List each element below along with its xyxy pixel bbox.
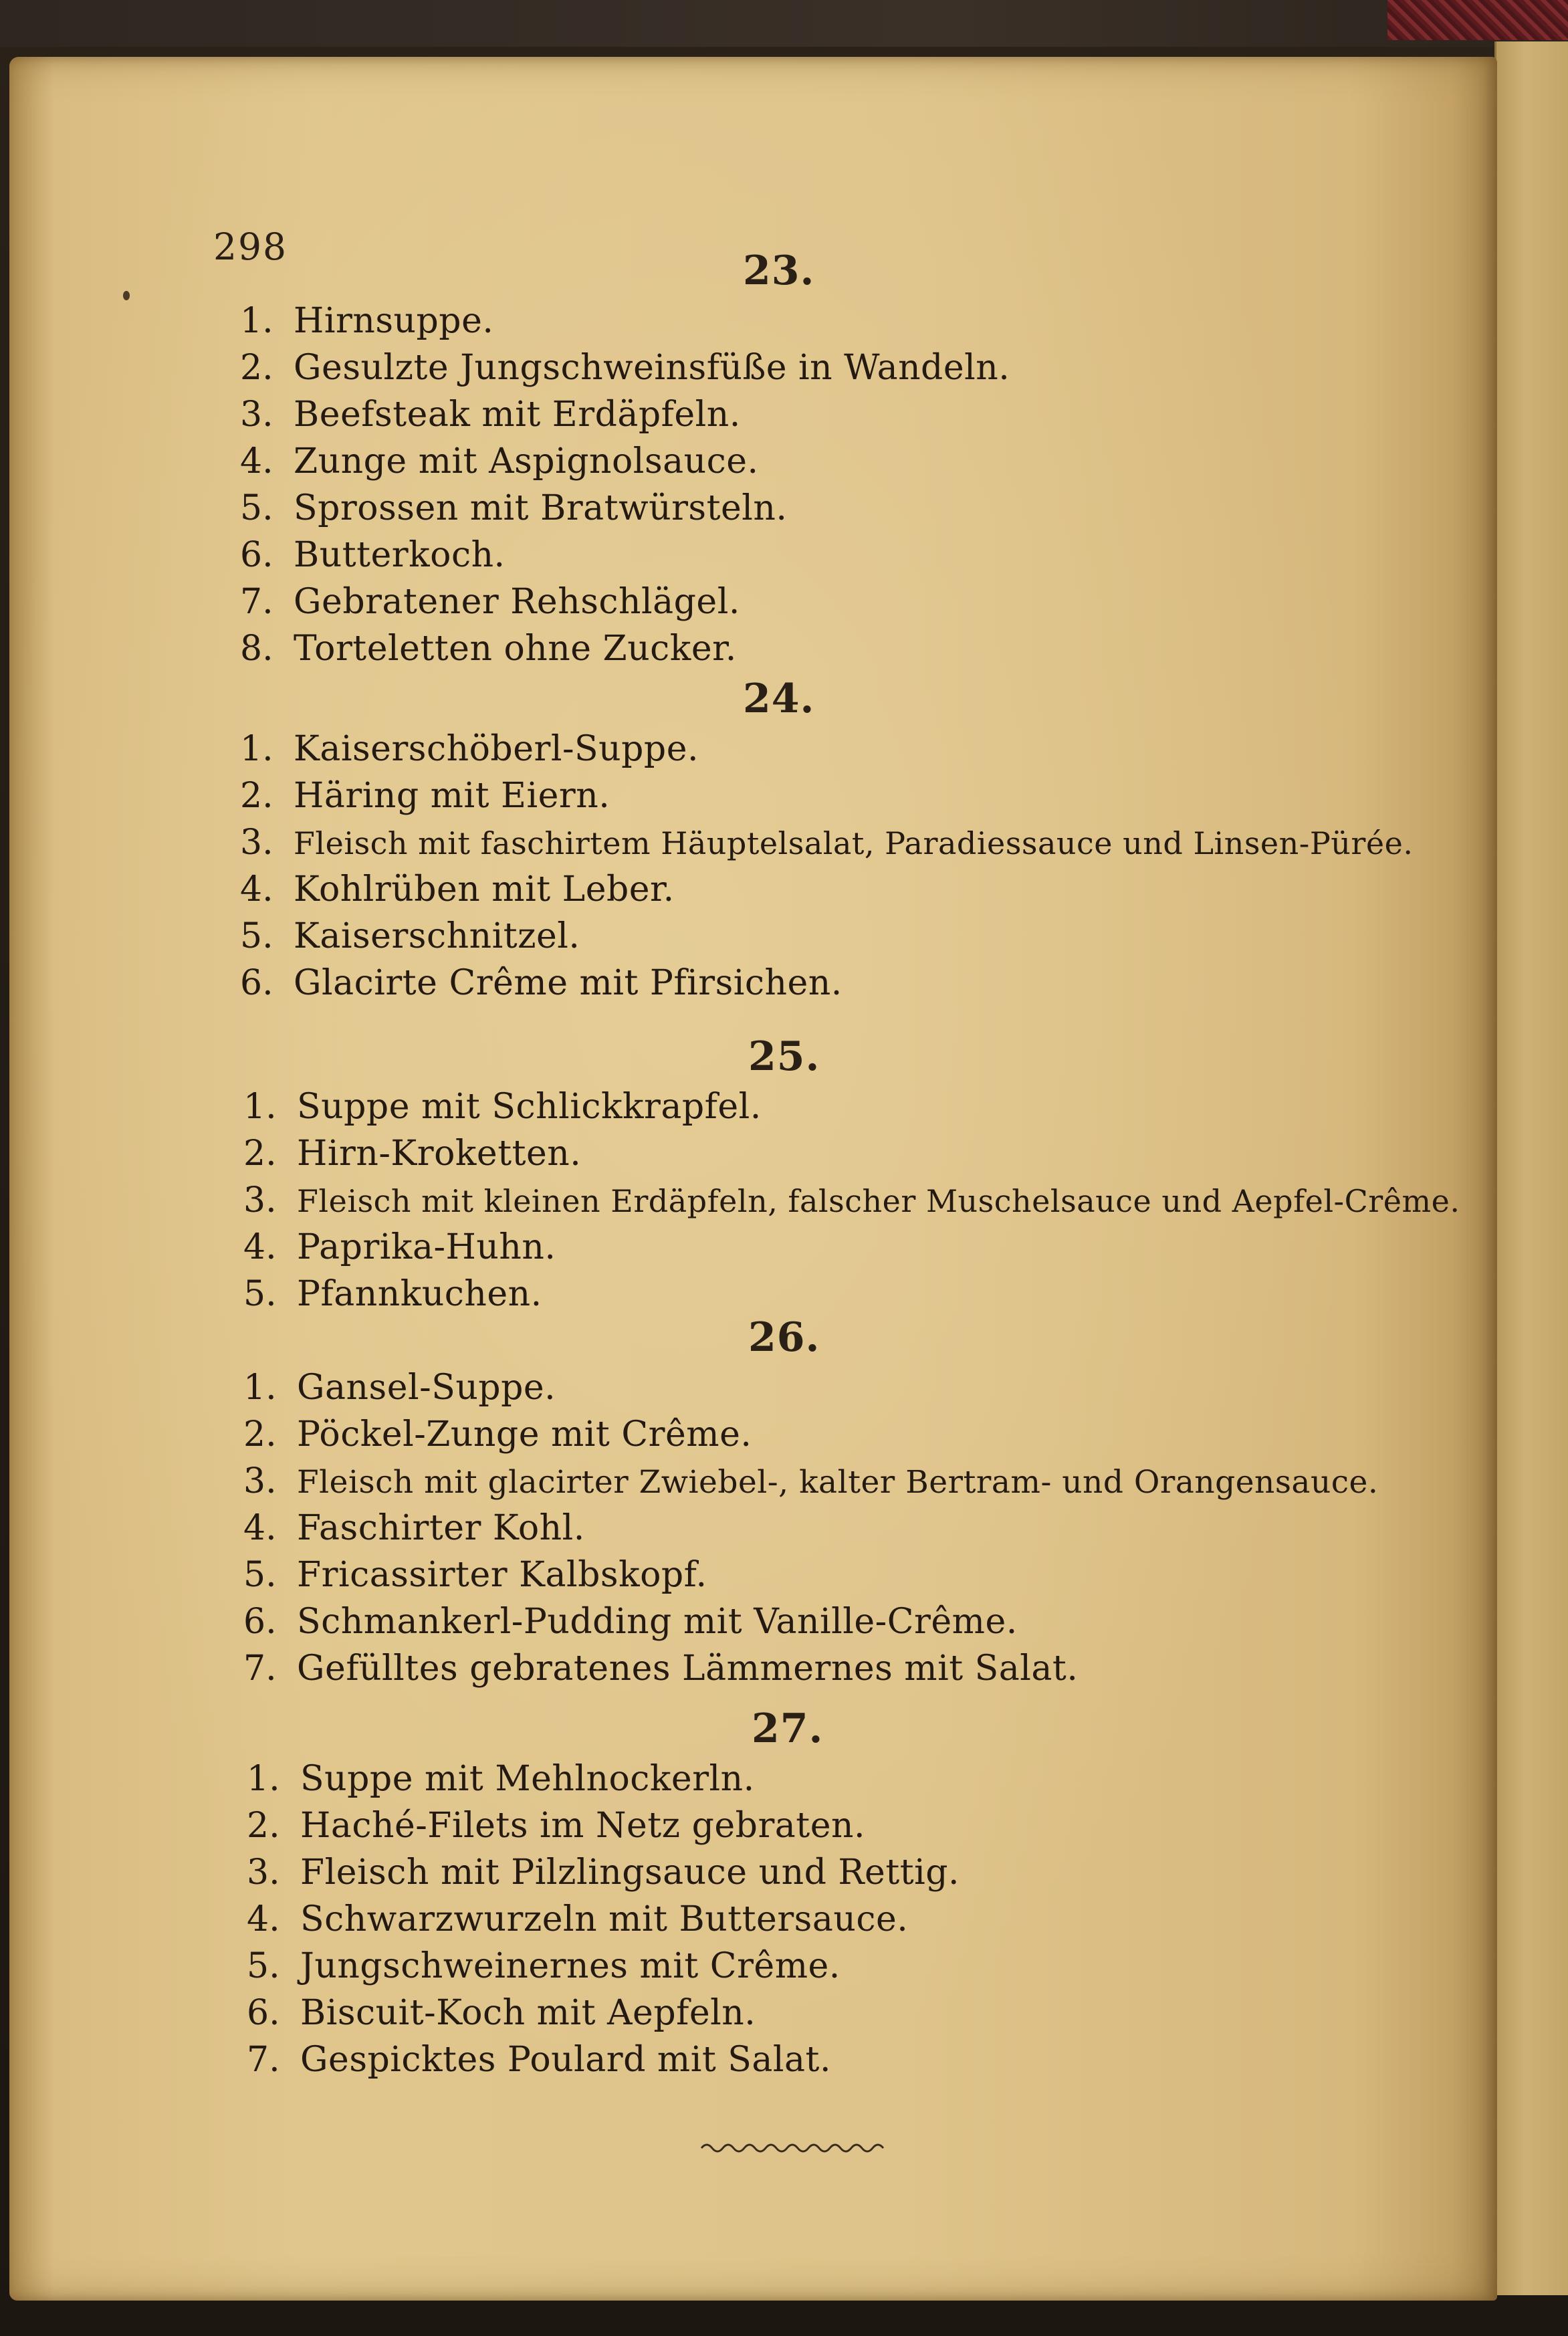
dish-number: 5. bbox=[243, 1555, 277, 1595]
dish-item bbox=[240, 625, 1010, 672]
dish-item bbox=[240, 960, 1413, 1006]
dish-item bbox=[240, 344, 1010, 391]
book-cover-corner bbox=[1387, 0, 1568, 40]
dish-item bbox=[240, 772, 1413, 819]
dish-name: Gesulzte Jungschweinsfüße in Wandeln. bbox=[294, 348, 1010, 388]
dish-item bbox=[240, 866, 1413, 913]
dish-number: 3. bbox=[240, 823, 273, 863]
dish-number: 8. bbox=[240, 629, 273, 669]
dish-item bbox=[247, 1943, 960, 1990]
dish-number: 1. bbox=[243, 1087, 277, 1127]
dish-item bbox=[243, 1645, 1378, 1692]
dish-number: 3. bbox=[240, 395, 273, 435]
menu-heading-26: 26. bbox=[748, 1314, 820, 1361]
dish-item bbox=[247, 1849, 960, 1896]
dish-name: Hirn-Kroketten. bbox=[297, 1134, 582, 1174]
dish-item bbox=[240, 913, 1413, 960]
menu-heading-25: 25. bbox=[748, 1033, 820, 1080]
dish-item bbox=[243, 1083, 1460, 1130]
dish-item bbox=[240, 819, 1413, 866]
dish-item bbox=[240, 485, 1010, 532]
dish-name: Torteletten ohne Zucker. bbox=[294, 629, 737, 669]
dish-number: 1. bbox=[247, 1759, 280, 1799]
dish-name: Paprika-Huhn. bbox=[297, 1227, 556, 1267]
dish-item bbox=[240, 578, 1010, 625]
dish-number: 6. bbox=[240, 963, 273, 1003]
next-page-edge bbox=[1494, 41, 1568, 2295]
menu-list-26 bbox=[243, 1364, 1378, 1692]
dish-number: 5. bbox=[243, 1274, 277, 1314]
dish-name: Jungschweinernes mit Crême. bbox=[300, 1946, 841, 1986]
dish-name: Glacirte Crême mit Pfirsichen. bbox=[294, 963, 843, 1003]
dish-name: Gebratener Rehschlägel. bbox=[294, 582, 740, 622]
dish-number: 7. bbox=[243, 1649, 277, 1689]
dish-number: 2. bbox=[240, 348, 273, 388]
dish-item bbox=[243, 1224, 1460, 1271]
dish-number: 3. bbox=[243, 1180, 277, 1220]
dish-number: 2. bbox=[247, 1806, 280, 1846]
dish-name: Häring mit Eiern. bbox=[294, 776, 610, 816]
dish-number: 4. bbox=[240, 441, 273, 482]
dish-name: Kohlrüben mit Leber. bbox=[294, 869, 675, 910]
menu-heading-23: 23. bbox=[743, 247, 815, 294]
dish-number: 3. bbox=[243, 1461, 277, 1501]
dish-name: Fleisch mit kleinen Erdäpfeln, falscher Muschelsauce und Aepfel-Crême. bbox=[297, 1183, 1460, 1219]
end-ornament-squiggle bbox=[698, 2138, 889, 2158]
dish-name: Haché-Filets im Netz gebraten. bbox=[300, 1806, 865, 1846]
dish-number: 6. bbox=[240, 535, 273, 575]
dish-number: 4. bbox=[243, 1227, 277, 1267]
dish-number: 2. bbox=[243, 1134, 277, 1174]
dish-number: 2. bbox=[240, 776, 273, 816]
dish-item bbox=[243, 1130, 1460, 1177]
dish-item bbox=[247, 2036, 960, 2083]
dish-item bbox=[240, 438, 1010, 485]
dish-item bbox=[243, 1271, 1460, 1317]
dish-number: 3. bbox=[247, 1852, 280, 1893]
dish-number: 1. bbox=[240, 301, 273, 341]
dish-name: Gefülltes gebratenes Lämmernes mit Salat. bbox=[297, 1649, 1079, 1689]
dish-number: 5. bbox=[247, 1946, 280, 1986]
menu-list-27 bbox=[247, 1756, 960, 2083]
dish-name: Suppe mit Schlickkrapfel. bbox=[297, 1087, 762, 1127]
dish-name: Kaiserschnitzel. bbox=[294, 916, 580, 956]
dish-item bbox=[247, 1896, 960, 1943]
dish-name: Pöckel-Zunge mit Crême. bbox=[297, 1414, 752, 1455]
dish-item bbox=[243, 1552, 1378, 1598]
dish-name: Gansel-Suppe. bbox=[297, 1368, 556, 1408]
dish-item bbox=[243, 1411, 1378, 1458]
dish-name: Gespicktes Poulard mit Salat. bbox=[300, 2040, 831, 2080]
dish-name: Fricassirter Kalbskopf. bbox=[297, 1555, 707, 1595]
ink-speck bbox=[123, 291, 130, 300]
dish-number: 4. bbox=[247, 1899, 280, 1939]
menu-list-25 bbox=[243, 1083, 1460, 1317]
dish-name: Schmankerl-Pudding mit Vanille-Crême. bbox=[297, 1602, 1018, 1642]
dish-name: Beefsteak mit Erdäpfeln. bbox=[294, 395, 741, 435]
dish-item bbox=[247, 1802, 960, 1849]
page-number: 298 bbox=[213, 225, 288, 268]
dish-name: Fleisch mit Pilzlingsauce und Rettig. bbox=[300, 1852, 960, 1893]
menu-list-24 bbox=[240, 726, 1413, 1006]
dish-item bbox=[247, 1990, 960, 2036]
dish-item bbox=[240, 726, 1413, 772]
dish-name: Zunge mit Aspignolsauce. bbox=[294, 441, 759, 482]
dish-number: 6. bbox=[247, 1993, 280, 2033]
dish-item bbox=[240, 532, 1010, 578]
dish-number: 7. bbox=[247, 2040, 280, 2080]
dish-item bbox=[243, 1177, 1460, 1224]
dish-name: Suppe mit Mehlnockerln. bbox=[300, 1759, 755, 1799]
menu-heading-24: 24. bbox=[743, 675, 815, 722]
dish-number: 5. bbox=[240, 916, 273, 956]
dish-number: 1. bbox=[243, 1368, 277, 1408]
dish-item bbox=[247, 1756, 960, 1802]
dish-name: Pfannkuchen. bbox=[297, 1274, 542, 1314]
dish-name: Hirnsuppe. bbox=[294, 301, 494, 341]
dish-item bbox=[240, 298, 1010, 344]
dish-name: Fleisch mit glacirter Zwiebel-, kalter Bertram- und Orangensauce. bbox=[297, 1464, 1379, 1501]
dish-name: Butterkoch. bbox=[294, 535, 506, 575]
menu-list-23 bbox=[240, 298, 1010, 672]
dish-name: Kaiserschöberl-Suppe. bbox=[294, 729, 699, 769]
dish-item bbox=[240, 391, 1010, 438]
book-page bbox=[9, 57, 1497, 2301]
dish-number: 4. bbox=[243, 1508, 277, 1548]
dish-number: 5. bbox=[240, 488, 273, 528]
dish-name: Sprossen mit Bratwürsteln. bbox=[294, 488, 788, 528]
dish-number: 7. bbox=[240, 582, 273, 622]
dish-name: Fleisch mit faschirtem Häuptelsalat, Paradiessauce und Linsen-Pürée. bbox=[294, 825, 1414, 861]
dark-background-strip bbox=[0, 0, 1568, 47]
menu-heading-27: 27. bbox=[752, 1705, 824, 1752]
dish-item bbox=[243, 1364, 1378, 1411]
dish-item bbox=[243, 1598, 1378, 1645]
dish-number: 4. bbox=[240, 869, 273, 910]
dish-number: 2. bbox=[243, 1414, 277, 1455]
dish-item bbox=[243, 1505, 1378, 1552]
dish-name: Faschirter Kohl. bbox=[297, 1508, 585, 1548]
dish-item bbox=[243, 1458, 1378, 1505]
dish-number: 6. bbox=[243, 1602, 277, 1642]
dish-name: Biscuit-Koch mit Aepfeln. bbox=[300, 1993, 756, 2033]
dish-name: Schwarzwurzeln mit Buttersauce. bbox=[300, 1899, 909, 1939]
dish-number: 1. bbox=[240, 729, 273, 769]
